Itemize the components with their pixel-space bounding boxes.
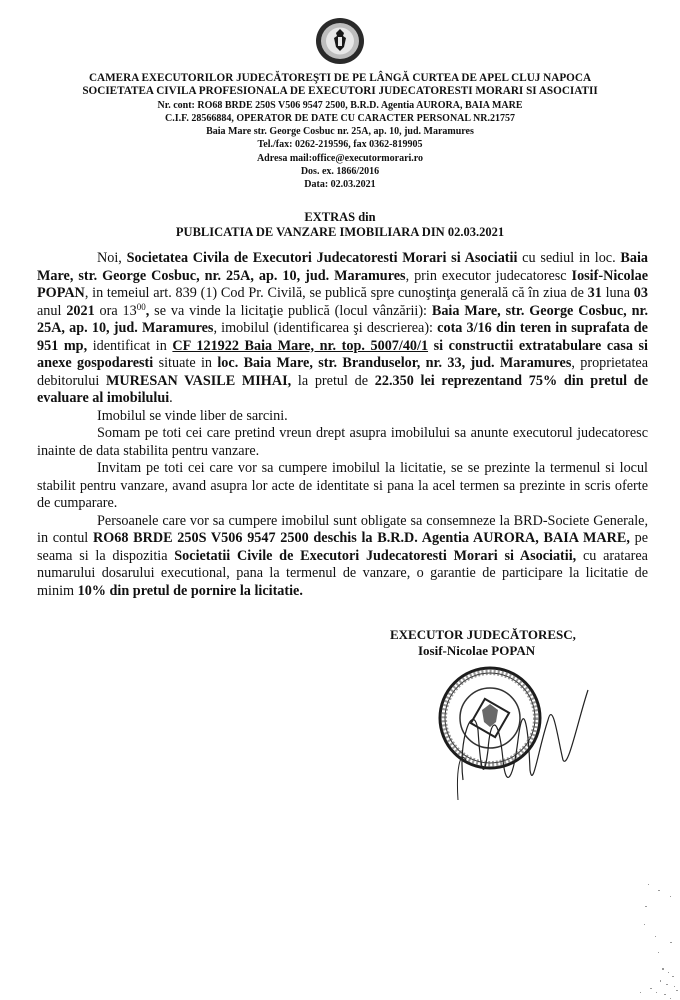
debtor-name: MURESAN VASILE MIHAI, (105, 372, 292, 389)
official-stamp-icon (418, 660, 618, 800)
header-date: Data: 02.03.2021 (304, 179, 376, 191)
land-registry-id: CF 121922 Baia Mare, nr. top. 5007/40/1 (172, 337, 429, 354)
header-email: Adresa mail:office@executormorari.ro (256, 152, 424, 164)
executor-name: Iosif-Nicolae POPAN (37, 267, 648, 301)
executor-company: Societatii Civile de Executori Judecatoresti Morari si Asociatii, (174, 547, 577, 564)
property-constructions: si constructii extratabulare casa si anexe gospodaresti (37, 337, 648, 371)
paragraph-free-of-charges: Imobilul se vinde liber de sarcini. (97, 407, 288, 424)
text: , proprietatea debitorului (37, 355, 648, 389)
letterhead (20, 72, 660, 192)
text: identificat in (87, 337, 173, 354)
sale-hour: ora 13 (94, 302, 137, 319)
title-line-1: EXTRAS din (304, 210, 376, 224)
document-title (20, 210, 660, 240)
deposit-account: RO68 BRDE 250S V506 9547 2500 deschis la B.R.D. Agentia AURORA, BAIA MARE, (92, 530, 630, 546)
paragraph-claims-notice: Somam pe toti cei care pretind vreun drept asupra imobilului sa anunte executorul judecatoresc inainte de data stabilita pentru vanzare. (37, 425, 648, 459)
text: pe seama si la dispozitia (37, 530, 648, 564)
text: , imobilul (identificarea şi descrierea): (213, 320, 438, 336)
header-address: Baia Mare str. George Cosbuc nr. 25A, ap. 10, jud. Maramures (206, 126, 474, 138)
paragraph-guarantee (37, 513, 648, 601)
header-file-number: Dos. ex. 1866/2016 (300, 166, 380, 178)
text: , in temeiul art. 839 (1) Cod Pr. Civilă, se publică spre cunoştinţa generală că în ziua de (84, 285, 588, 301)
paragraph-invitation: Invitam pe toti cei care vor sa cumpere imobilul la licitatie, se se prezinte la termenul si locul stabilit pentru vanzare, avand asupra lor acte de identitate si pana la acel termen sa prezinte in scris oferte de cumparare. (37, 460, 648, 511)
header-chamber-name: CAMERA EXECUTORILOR JUDECĂTOREŞTI DE PE LÂNGĂ CURTEA DE APEL CLUJ NAPOCA (88, 72, 592, 84)
header-company-name: SOCIETATEA CIVILA PROFESIONALA DE EXECUTORI JUDECATORESTI MORARI SI ASOCIATII (82, 85, 598, 98)
text: anul (37, 302, 67, 319)
text: , prin executor judecatoresc (405, 267, 572, 284)
sale-day: 31 (587, 285, 602, 301)
signatory-title: EXECUTOR JUDECĂTORESC, (390, 627, 576, 642)
text: la pretul de (291, 372, 375, 389)
header-bank-account: Nr. cont: RO68 BRDE 250S V506 9547 2500, B.R.D. Agentia AURORA, BAIA MARE (157, 99, 523, 111)
executor-company: Societatea Civila de Executori Judecatoresti Morari si Asociatii (126, 250, 518, 266)
coat-of-arms-seal-icon (315, 16, 365, 66)
property-share: cota 3/16 din teren in suprafata de 951 mp, (37, 320, 648, 354)
text: cu sediul in loc. (517, 250, 621, 266)
text: cu aratarea numarului dosarului executional, pana la termenul de vanzare, o garantie de participare la licitatie de minim (37, 547, 648, 599)
paragraph-sale-announcement (37, 250, 648, 408)
text: , (145, 302, 150, 319)
executor-address: Baia Mare, str. George Cosbuc, nr. 25A, ap. 10, jud. Maramures (37, 250, 649, 284)
sale-price: 22.350 lei reprezentand 75% din pretul de evaluare al imobilului (37, 372, 648, 406)
scan-noise-specks (600, 880, 680, 1000)
text: Persoanele care vor sa cumpere imobilul sunt obligate sa consemneze la BRD-Societe Generale, in contul (37, 512, 648, 546)
header-fiscal-code: C.I.F. 28566884, OPERATOR DE DATE CU CARACTER PERSONAL NR.21757 (165, 112, 515, 124)
sale-year: 2021 (66, 302, 95, 319)
guarantee-amount: 10% din pretul de pornire la licitatie. (77, 582, 303, 599)
signatory-name: Iosif-Nicolae POPAN (418, 643, 536, 658)
sale-minutes: 00 (136, 301, 146, 312)
header-phone: Tel./fax: 0262-219596, fax 0362-819905 (257, 139, 423, 151)
text: luna (601, 285, 634, 301)
property-address: loc. Baia Mare, str. Branduselor, nr. 33, jud. Maramures (217, 355, 572, 371)
sale-month: 03 (633, 285, 648, 301)
document-body (37, 250, 648, 600)
text: . (169, 390, 173, 406)
title-line-2: PUBLICATIA DE VANZARE IMOBILIARA DIN 02.03.2021 (175, 225, 505, 239)
text: situate in (153, 355, 218, 371)
signature-block (390, 627, 620, 659)
text: Noi, (97, 250, 127, 266)
sale-location: Baia Mare, str. George Cosbuc, nr. 25A, ap. 10, jud. Maramures (37, 302, 649, 336)
text: se va vinde la licitaţie publică (locul vânzării): (149, 302, 432, 319)
